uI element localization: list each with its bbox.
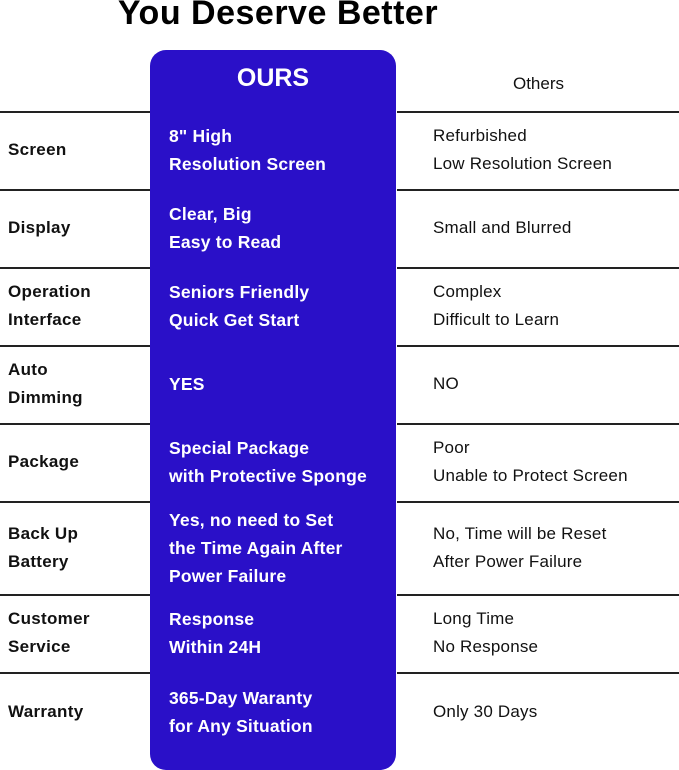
row-divider-right xyxy=(397,189,679,191)
others-cell-line: Complex xyxy=(433,282,502,301)
others-cell-line: After Power Failure xyxy=(433,552,583,571)
row-label xyxy=(8,520,78,576)
others-cell xyxy=(433,698,673,726)
ours-column-header: OURS xyxy=(236,64,310,92)
row-label-line: Customer xyxy=(8,609,90,628)
row-label xyxy=(8,698,83,726)
row-label-line: Screen xyxy=(8,140,67,159)
others-cell-line: No, Time will be Reset xyxy=(433,524,607,543)
row-divider-right xyxy=(397,267,679,269)
row-label xyxy=(8,448,79,476)
row-divider-right xyxy=(397,423,679,425)
ours-cell xyxy=(169,278,394,334)
row-divider-right xyxy=(397,345,679,347)
row-divider-left xyxy=(0,345,150,347)
ours-cell xyxy=(169,434,394,490)
row-label-line: Auto xyxy=(8,360,48,379)
ours-cell-line: Resolution Screen xyxy=(169,154,327,174)
others-column-header: Others xyxy=(512,74,565,93)
others-cell-line: Poor xyxy=(433,438,470,457)
ours-cell-line: Within 24H xyxy=(169,637,262,657)
others-cell xyxy=(433,605,673,661)
row-label xyxy=(8,136,67,164)
row-label-line: Dimming xyxy=(8,388,83,407)
ours-cell xyxy=(169,200,394,256)
ours-cell-line: the Time Again After xyxy=(169,538,343,558)
ours-cell-line: Special Package xyxy=(169,438,310,458)
others-cell-line: Refurbished xyxy=(433,126,527,145)
ours-cell xyxy=(169,370,394,398)
page-title: You Deserve Better xyxy=(117,0,439,32)
others-cell xyxy=(433,520,673,576)
others-cell xyxy=(433,122,673,178)
row-label-line: Back Up xyxy=(8,524,79,543)
ours-cell xyxy=(169,122,394,178)
row-divider-left xyxy=(0,594,150,596)
row-label-line: Display xyxy=(8,218,71,237)
row-label xyxy=(8,356,83,412)
ours-cell xyxy=(169,684,394,740)
row-label-line: Interface xyxy=(8,310,82,329)
ours-cell xyxy=(169,506,394,590)
ours-cell-line: 8" High xyxy=(169,126,233,146)
ours-cell-line: Power Failure xyxy=(169,566,287,586)
row-label xyxy=(8,278,91,334)
ours-cell-line: Yes, no need to Set xyxy=(169,510,334,530)
row-label-line: Warranty xyxy=(8,702,84,721)
row-divider-right xyxy=(397,672,679,674)
row-divider-left xyxy=(0,423,150,425)
row-label-line: Package xyxy=(8,452,80,471)
row-label-line: Battery xyxy=(8,552,69,571)
ours-cell-line: for Any Situation xyxy=(169,716,313,736)
ours-cell-line: 365-Day Waranty xyxy=(169,688,313,708)
others-cell-line: NO xyxy=(433,374,459,393)
ours-cell-line: with Protective Sponge xyxy=(169,466,367,486)
others-cell xyxy=(433,434,673,490)
row-divider-left xyxy=(0,672,150,674)
ours-cell-line: Easy to Read xyxy=(169,232,282,252)
row-divider-right xyxy=(397,111,679,113)
ours-cell-line: Quick Get Start xyxy=(169,310,300,330)
others-cell-line: Low Resolution Screen xyxy=(433,154,613,173)
row-divider-left xyxy=(0,501,150,503)
row-label xyxy=(8,214,71,242)
row-divider-left xyxy=(0,111,150,113)
others-cell-line: Long Time xyxy=(433,609,515,628)
others-cell-line: Unable to Protect Screen xyxy=(433,466,628,485)
row-divider-right xyxy=(397,594,679,596)
others-cell-line: No Response xyxy=(433,637,539,656)
others-cell xyxy=(433,214,673,242)
others-cell-line: Only 30 Days xyxy=(433,702,538,721)
row-label-line: Operation xyxy=(8,282,91,301)
ours-cell-line: Response xyxy=(169,609,255,629)
ours-cell-line: Seniors Friendly xyxy=(169,282,310,302)
row-label-line: Service xyxy=(8,637,71,656)
row-divider-right xyxy=(397,501,679,503)
ours-cell xyxy=(169,605,394,661)
ours-cell-line: Clear, Big xyxy=(169,204,252,224)
ours-cell-line: YES xyxy=(169,374,205,394)
others-cell xyxy=(433,370,673,398)
row-divider-left xyxy=(0,267,150,269)
row-divider-left xyxy=(0,189,150,191)
row-label xyxy=(8,605,90,661)
others-cell-line: Difficult to Learn xyxy=(433,310,560,329)
others-cell xyxy=(433,278,673,334)
others-cell-line: Small and Blurred xyxy=(433,218,572,237)
